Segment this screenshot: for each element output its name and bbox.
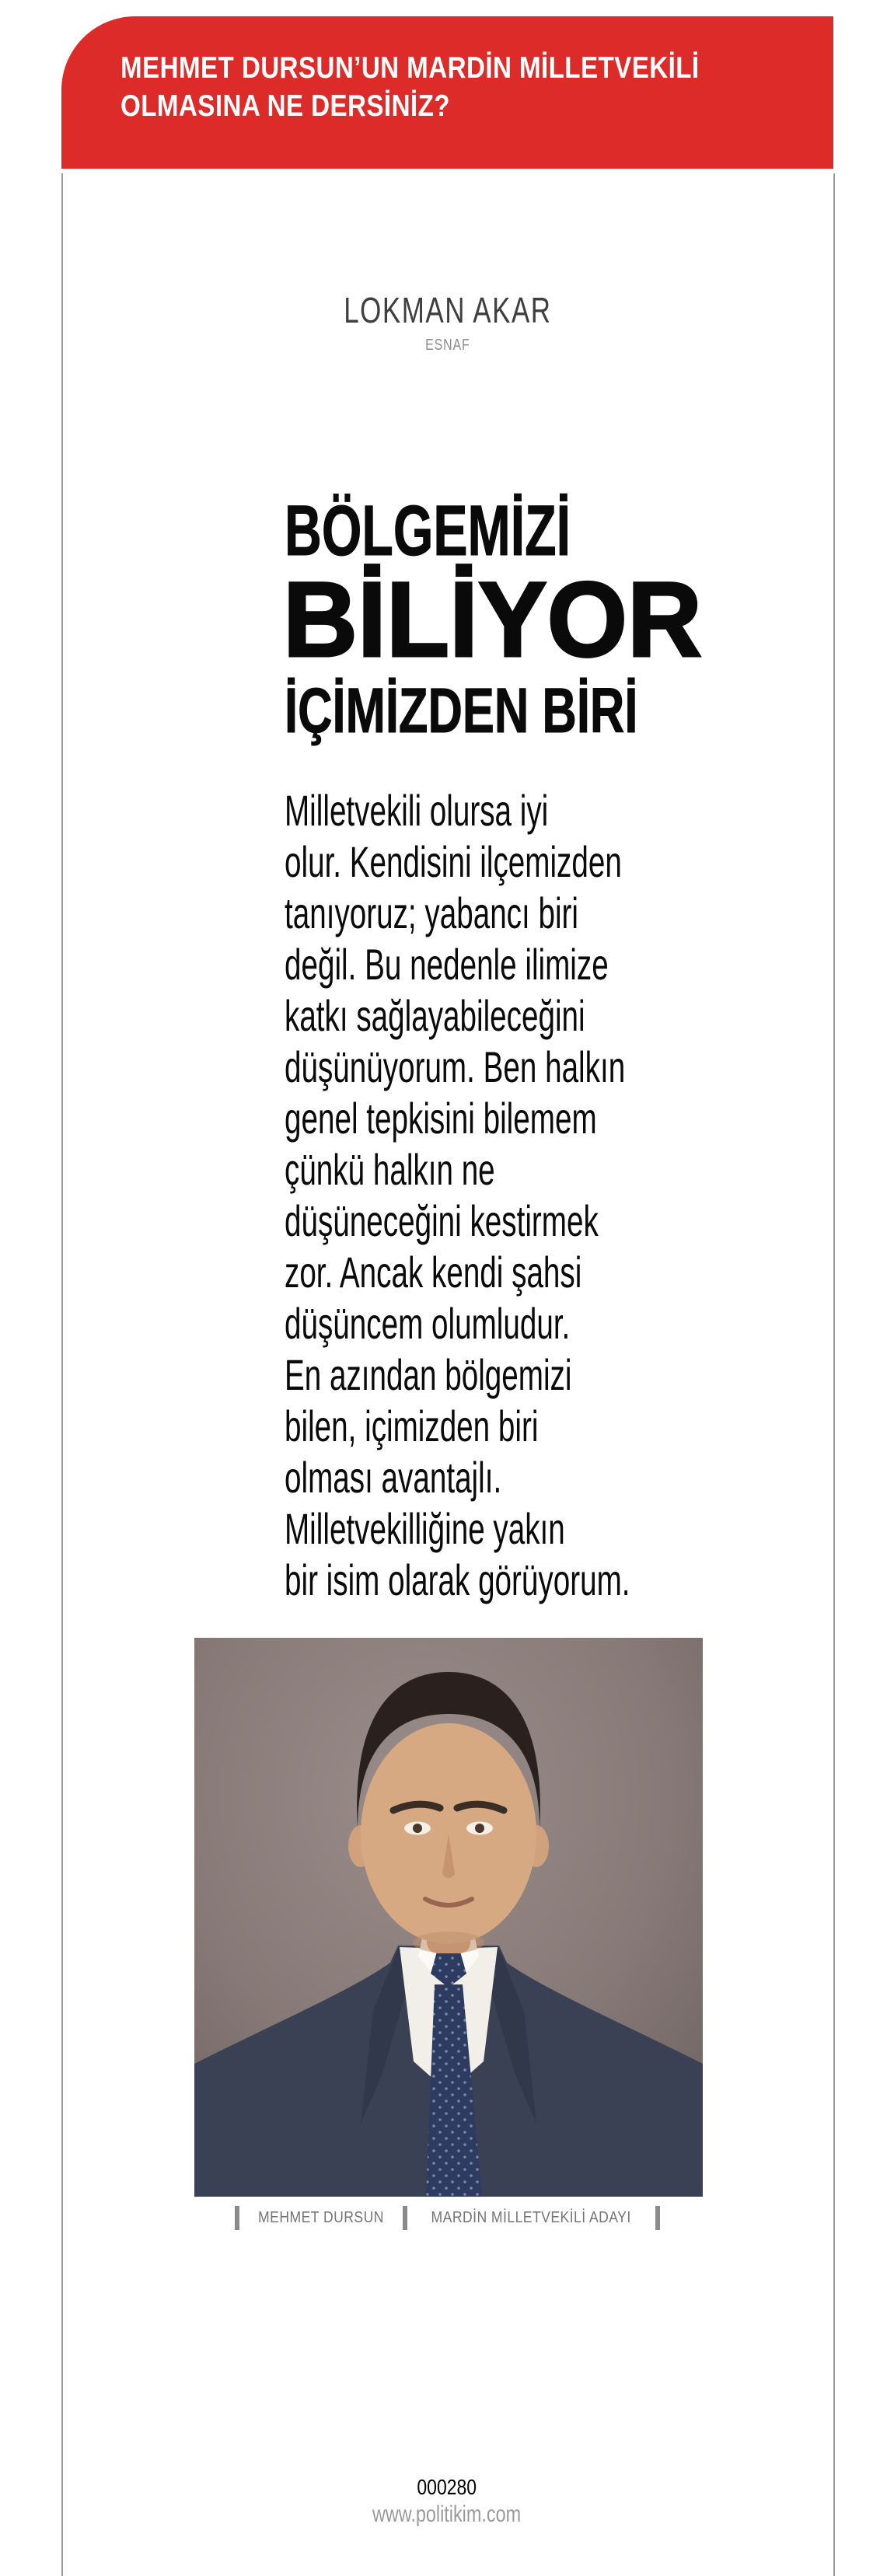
quote-line: katkı sağlayabileceğini bbox=[285, 991, 585, 1040]
headline-line-1: BÖLGEMİZİ bbox=[285, 491, 571, 571]
quote-line: değil. Bu nedenle ilimize bbox=[285, 940, 609, 989]
quote-line: genel tepkisini bilemem bbox=[285, 1094, 597, 1143]
candidate-photo bbox=[194, 1638, 703, 2197]
photo-caption bbox=[61, 2206, 833, 2230]
iris-left bbox=[413, 1824, 422, 1833]
caption-role: MARDİN MİLLETVEKİLİ ADAYI bbox=[431, 2209, 632, 2226]
quote-line: tanıyoruz; yabancı biri bbox=[285, 888, 579, 937]
quote-line: zor. Ancak kendi şahsi bbox=[285, 1248, 582, 1297]
question-line-2: OLMASINA NE DERSİNİZ? bbox=[120, 89, 450, 123]
footer-serial-code bbox=[0, 2475, 894, 2500]
interviewee-role bbox=[61, 337, 833, 354]
chin-shadow bbox=[413, 1932, 484, 1953]
quote-line: olur. Kendisini ilçemizden bbox=[285, 837, 622, 886]
quote-line: olması avantajlı. bbox=[285, 1453, 502, 1502]
interviewee-name bbox=[61, 289, 833, 331]
quote-line: En azından bölgemizi bbox=[285, 1350, 572, 1399]
quote-line: Milletvekilliğine yakın bbox=[285, 1504, 565, 1553]
interviewee-role-text: ESNAF bbox=[424, 337, 470, 354]
question-banner bbox=[61, 16, 833, 169]
headline-line-3: İÇİMİZDEN BİRİ bbox=[285, 675, 638, 746]
footer-website bbox=[0, 2501, 894, 2528]
quote-line: çünkü halkın ne bbox=[285, 1145, 495, 1194]
question-banner-text bbox=[120, 49, 801, 125]
quote-line: Milletvekili olursa iyi bbox=[285, 786, 549, 835]
interviewee-name-text: LOKMAN AKAR bbox=[343, 290, 552, 330]
quote-line: düşüncem olumludur. bbox=[285, 1299, 571, 1348]
caption-separator-bar bbox=[655, 2206, 660, 2230]
quote-line: düşünüyorum. Ben halkın bbox=[285, 1042, 626, 1091]
portrait-illustration bbox=[194, 1638, 703, 2197]
quote-line: düşüneceğini kestirmek bbox=[285, 1196, 599, 1245]
headline-line-2: BİLİYOR bbox=[283, 560, 702, 679]
caption-separator-bar bbox=[403, 2206, 407, 2230]
quote-paragraph bbox=[285, 785, 785, 1606]
iris-right bbox=[475, 1824, 484, 1833]
footer-serial-code-text: 000280 bbox=[417, 2475, 477, 2499]
caption-name: MEHMET DURSUN bbox=[258, 2209, 385, 2226]
caption-separator-bar bbox=[235, 2206, 239, 2230]
footer-website-text: www.politikim.com bbox=[372, 2501, 522, 2527]
quote-line: bilen, içimizden biri bbox=[285, 1401, 539, 1450]
quote-line: bir isim olarak görüyorum. bbox=[285, 1555, 630, 1604]
question-line-1: MEHMET DURSUN’UN MARDİN MİLLETVEKİLİ bbox=[120, 51, 700, 85]
